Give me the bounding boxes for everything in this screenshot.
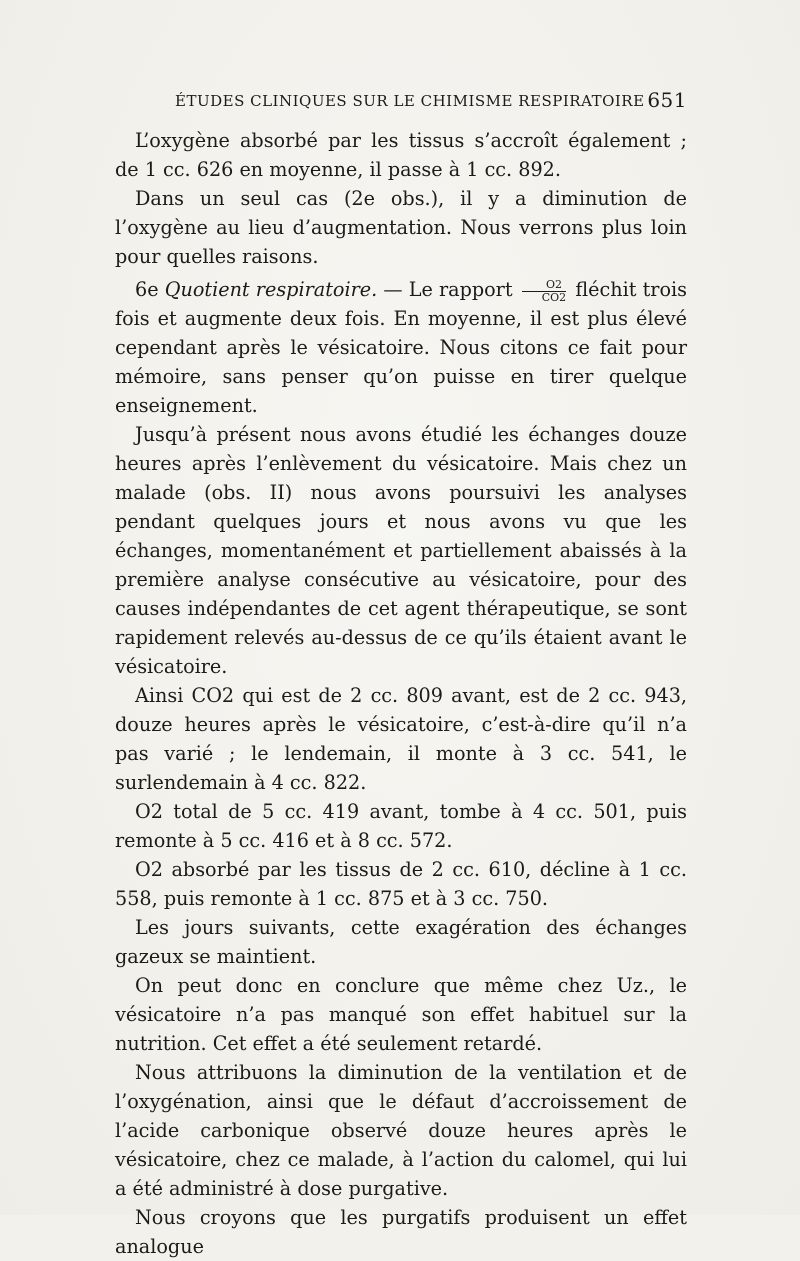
section-heading: Quotient respiratoire. [164, 278, 378, 301]
paragraph-quotient [115, 275, 687, 420]
paragraph: O2 absorbé par les tissus de 2 cc. 610, décline à 1 cc. 558, puis remonte à 1 cc. 875 et à 3 cc. 750. [115, 858, 687, 910]
text-block-top [115, 126, 687, 420]
paragraph: Ainsi CO2 qui est de 2 cc. 809 avant, est de 2 cc. 943, douze heures après le vésicatoire, c’est-à-dire qu’il n’a pas varié ; le lendemain, il monte à 3 cc. 541, le surlendemain à 4 cc. 822. [115, 684, 687, 794]
paragraph: Les jours suivants, cette exagération des échanges gazeux se maintient. [115, 916, 687, 968]
paragraph: O2 total de 5 cc. 419 avant, tombe à 4 cc. 501, puis remonte à 5 cc. 416 et à 8 cc. 572. [115, 800, 687, 852]
section-number: 6e [135, 278, 159, 301]
fraction-numerator: O2 [522, 279, 566, 292]
page-number: 651 [647, 88, 687, 112]
paragraph: Jusqu’à présent nous avons étudié les échanges douze heures après l’enlèvement du vésicatoire. Mais chez un malade (obs. II) nous avons poursuivi les analyses pendant quelques jours et nous avons vu que les échanges, momentanément et partiellement abaissés à la première analyse consécutive au vésicatoire, pour des causes indépendantes de cet agent thérapeutique, se sont rapidement relevés au-dessus de ce qu’ils étaient avant le vésicatoire. [115, 423, 687, 678]
paragraph: On peut donc en conclure que même chez Uz., le vésicatoire n’a pas manqué son effet habituel sur la nutrition. Cet effet a été seulement retardé. [115, 974, 687, 1055]
running-title: ÉTUDES CLINIQUES SUR LE CHIMISME RESPIRATOIRE [175, 92, 645, 110]
fraction-denominator: CO2 [541, 290, 567, 304]
quotient-text: fléchit trois fois et augmente deux fois. En moyenne, il est plus élevé cependant après le vésicatoire. Nous citons ce fait pour mémoire, sans penser qu’on puisse en tirer quelque enseignement. [115, 278, 687, 417]
text-block-bottom [115, 420, 687, 1261]
quotient-intro: — Le rapport [377, 278, 513, 301]
paragraph: Dans un seul cas (2e obs.), il y a diminution de l’oxygène au lieu d’augmentation. Nous verrons plus loin pour quelles raisons. [115, 187, 687, 268]
ratio-fraction [522, 279, 566, 304]
paragraph: Nous attribuons la diminution de la ventilation et de l’oxygénation, ainsi que le défaut d’accroissement de l’acide carbonique observé douze heures après le vésicatoire, chez ce malade, à l’action du calomel, qui lui a été administré à dose purgative. [115, 1061, 687, 1200]
paragraph: Nous croyons que les purgatifs produisent un effet analogue [115, 1206, 687, 1258]
paragraph: L’oxygène absorbé par les tissus s’accroît également ; de 1 cc. 626 en moyenne, il passe à 1 cc. 892. [115, 129, 687, 181]
